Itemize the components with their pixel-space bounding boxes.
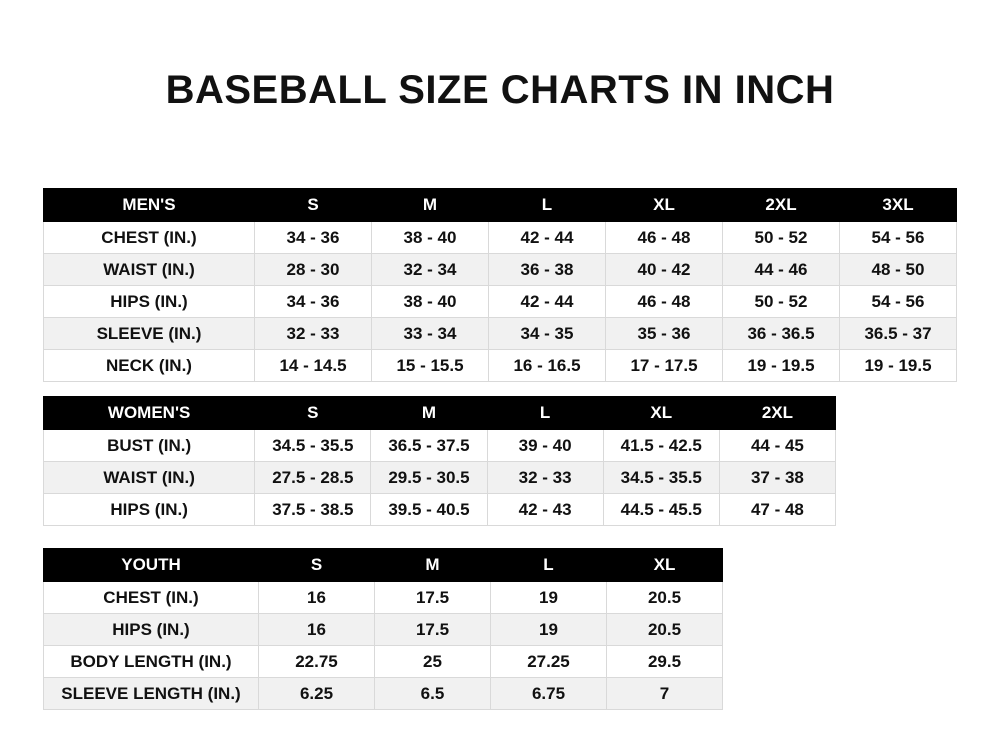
table-cell: 36.5 - 37	[840, 318, 957, 350]
column-header: YOUTH	[44, 549, 259, 582]
row-label: SLEEVE LENGTH (IN.)	[44, 678, 259, 710]
column-header: XL	[606, 189, 723, 222]
table-cell: 46 - 48	[606, 222, 723, 254]
row-label: WAIST (IN.)	[44, 462, 255, 494]
table-row	[44, 678, 723, 710]
table-header-row	[44, 189, 957, 222]
table-cell: 44.5 - 45.5	[603, 494, 719, 526]
table-cell: 47 - 48	[719, 494, 835, 526]
table-row	[44, 350, 957, 382]
table-row	[44, 462, 836, 494]
column-header: MEN'S	[44, 189, 255, 222]
row-label: CHEST (IN.)	[44, 222, 255, 254]
table-cell: 16	[259, 582, 375, 614]
table-cell: 34 - 36	[255, 222, 372, 254]
column-header: L	[489, 189, 606, 222]
table-cell: 28 - 30	[255, 254, 372, 286]
table-cell: 42 - 44	[489, 286, 606, 318]
row-label: HIPS (IN.)	[44, 494, 255, 526]
column-header: XL	[603, 397, 719, 430]
table-cell: 39.5 - 40.5	[371, 494, 487, 526]
table-cell: 50 - 52	[723, 286, 840, 318]
table-cell: 34 - 36	[255, 286, 372, 318]
table-cell: 16 - 16.5	[489, 350, 606, 382]
table-cell: 39 - 40	[487, 430, 603, 462]
table-cell: 33 - 34	[372, 318, 489, 350]
table-cell: 37.5 - 38.5	[255, 494, 371, 526]
table-header-row	[44, 549, 723, 582]
column-header: 2XL	[723, 189, 840, 222]
table-cell: 15 - 15.5	[372, 350, 489, 382]
table-cell: 17 - 17.5	[606, 350, 723, 382]
table-row	[44, 582, 723, 614]
row-label: WAIST (IN.)	[44, 254, 255, 286]
table-row	[44, 222, 957, 254]
youth-size-chart	[43, 548, 723, 710]
table-cell: 19	[491, 582, 607, 614]
column-header: M	[375, 549, 491, 582]
table-cell: 14 - 14.5	[255, 350, 372, 382]
table-row	[44, 286, 957, 318]
table-cell: 41.5 - 42.5	[603, 430, 719, 462]
column-header: XL	[607, 549, 723, 582]
column-header: 3XL	[840, 189, 957, 222]
table-cell: 16	[259, 614, 375, 646]
table-row	[44, 430, 836, 462]
table-cell: 36 - 36.5	[723, 318, 840, 350]
table-cell: 27.5 - 28.5	[255, 462, 371, 494]
table-cell: 38 - 40	[372, 286, 489, 318]
table-cell: 34.5 - 35.5	[255, 430, 371, 462]
table-cell: 54 - 56	[840, 222, 957, 254]
column-header: WOMEN'S	[44, 397, 255, 430]
column-header: 2XL	[719, 397, 835, 430]
column-header: L	[487, 397, 603, 430]
table-cell: 19	[491, 614, 607, 646]
row-label: CHEST (IN.)	[44, 582, 259, 614]
table-cell: 48 - 50	[840, 254, 957, 286]
table-cell: 32 - 33	[255, 318, 372, 350]
table-row	[44, 254, 957, 286]
table-cell: 7	[607, 678, 723, 710]
table-cell: 29.5 - 30.5	[371, 462, 487, 494]
table-cell: 19 - 19.5	[840, 350, 957, 382]
page-title: BASEBALL SIZE CHARTS IN INCH	[165, 68, 835, 112]
row-label: NECK (IN.)	[44, 350, 255, 382]
table-cell: 37 - 38	[719, 462, 835, 494]
table-cell: 20.5	[607, 614, 723, 646]
table-cell: 25	[375, 646, 491, 678]
row-label: SLEEVE (IN.)	[44, 318, 255, 350]
table-row	[44, 494, 836, 526]
table-cell: 35 - 36	[606, 318, 723, 350]
table-cell: 20.5	[607, 582, 723, 614]
table-cell: 22.75	[259, 646, 375, 678]
table-cell: 29.5	[607, 646, 723, 678]
column-header: S	[255, 397, 371, 430]
column-header: S	[259, 549, 375, 582]
row-label: BODY LENGTH (IN.)	[44, 646, 259, 678]
table-row	[44, 646, 723, 678]
table-cell: 32 - 34	[372, 254, 489, 286]
table-cell: 34 - 35	[489, 318, 606, 350]
column-header: M	[371, 397, 487, 430]
womens-size-chart	[43, 396, 836, 526]
row-label: HIPS (IN.)	[44, 286, 255, 318]
table-cell: 44 - 45	[719, 430, 835, 462]
table-cell: 54 - 56	[840, 286, 957, 318]
table-row	[44, 614, 723, 646]
table-cell: 36 - 38	[489, 254, 606, 286]
table-cell: 34.5 - 35.5	[603, 462, 719, 494]
table-cell: 46 - 48	[606, 286, 723, 318]
row-label: BUST (IN.)	[44, 430, 255, 462]
table-cell: 27.25	[491, 646, 607, 678]
table-cell: 6.5	[375, 678, 491, 710]
table-cell: 42 - 44	[489, 222, 606, 254]
table-cell: 40 - 42	[606, 254, 723, 286]
table-cell: 6.25	[259, 678, 375, 710]
table-cell: 17.5	[375, 614, 491, 646]
table-cell: 50 - 52	[723, 222, 840, 254]
table-cell: 19 - 19.5	[723, 350, 840, 382]
table-cell: 6.75	[491, 678, 607, 710]
table-cell: 38 - 40	[372, 222, 489, 254]
table-cell: 32 - 33	[487, 462, 603, 494]
table-header-row	[44, 397, 836, 430]
table-cell: 44 - 46	[723, 254, 840, 286]
mens-size-chart	[43, 188, 957, 382]
column-header: L	[491, 549, 607, 582]
table-cell: 36.5 - 37.5	[371, 430, 487, 462]
table-cell: 17.5	[375, 582, 491, 614]
column-header: M	[372, 189, 489, 222]
table-row	[44, 318, 957, 350]
row-label: HIPS (IN.)	[44, 614, 259, 646]
table-cell: 42 - 43	[487, 494, 603, 526]
column-header: S	[255, 189, 372, 222]
